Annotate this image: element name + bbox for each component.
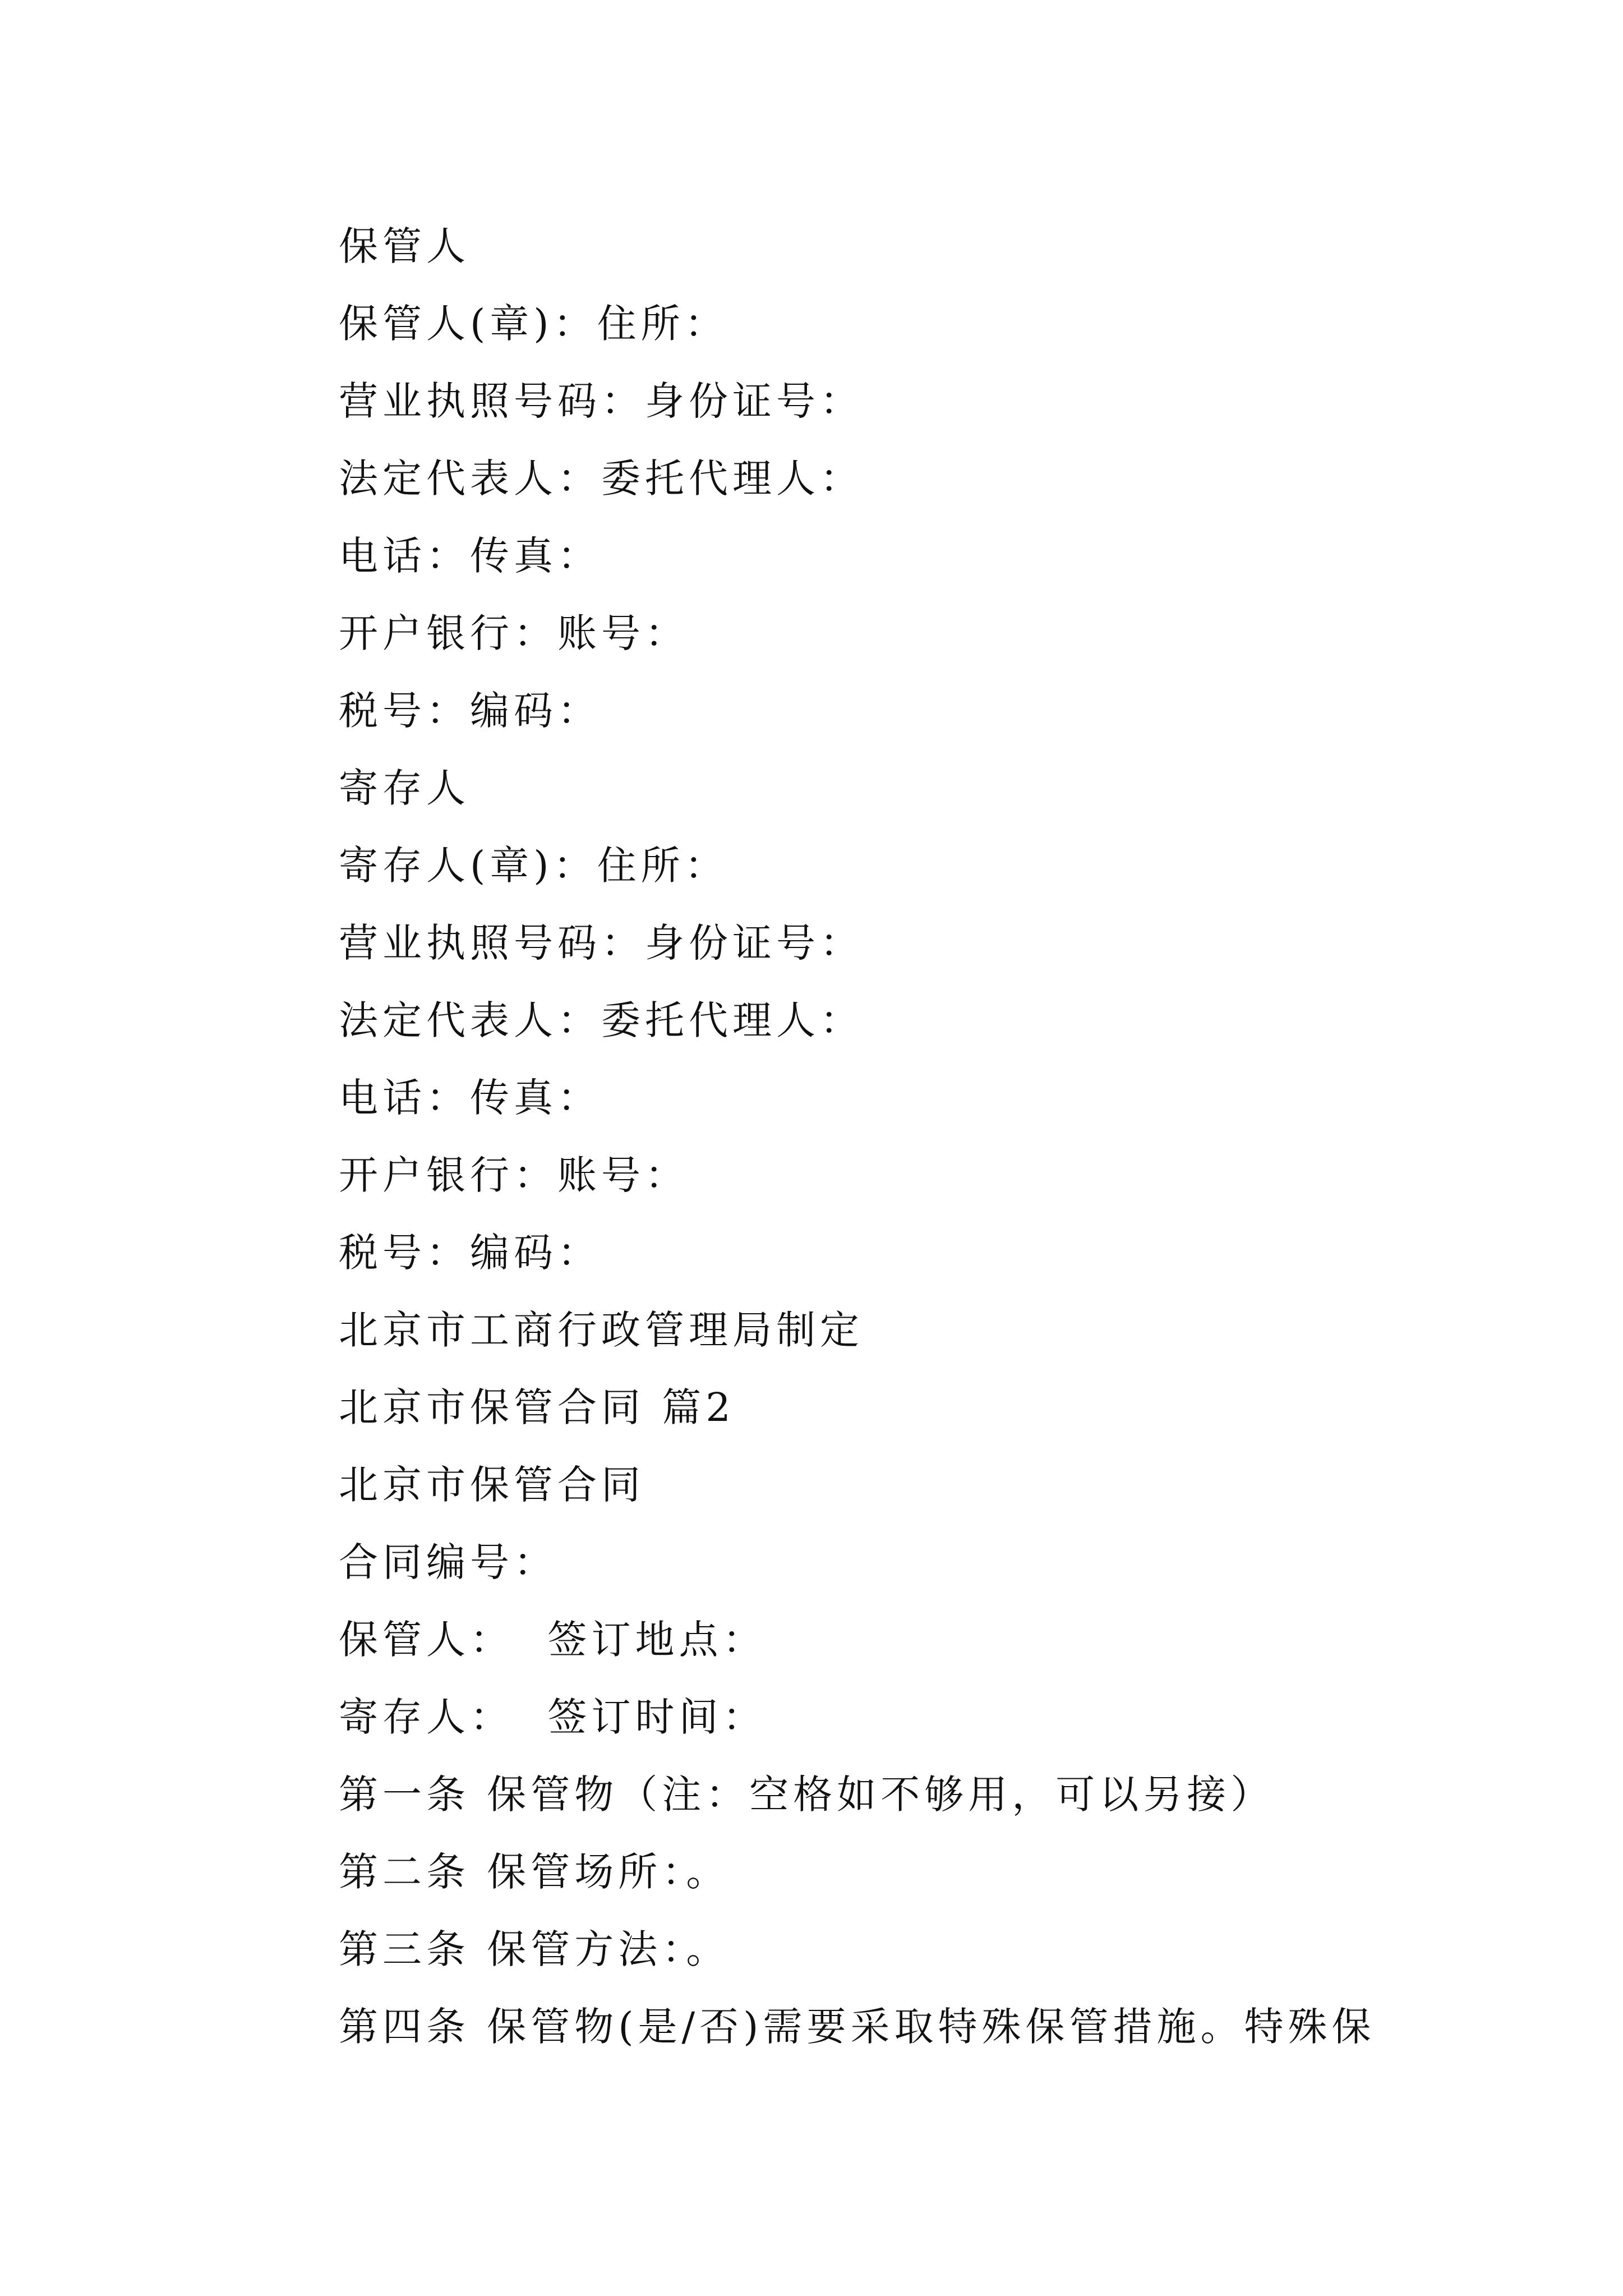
custodian-signing-place: 保管人： 签订地点：: [339, 1617, 767, 1663]
article-1: 第一条 保管物（注：空格如不够用，可以另接）: [339, 1772, 1275, 1818]
depositor-representative-agent: 法定代表人：委托代理人：: [339, 997, 864, 1043]
custodian-license-id: 营业执照号码：身份证号：: [339, 378, 864, 424]
depositor-phone-fax: 电话：传真：: [339, 1075, 601, 1121]
article-2: 第二条 保管场所：。: [339, 1849, 730, 1895]
issuer-line: 北京市工商行政管理局制定: [339, 1307, 864, 1353]
article-4: 第四条 保管物(是/否)需要采取特殊保管措施。特殊保: [339, 2004, 1376, 2050]
custodian-seal-address: 保管人(章)：住所：: [339, 301, 728, 347]
depositor-license-id: 营业执照号码：身份证号：: [339, 920, 864, 966]
custodian-phone-fax: 电话：传真：: [339, 533, 601, 579]
depositor-signing-time: 寄存人： 签订时间：: [339, 1694, 767, 1740]
depositor-seal-address: 寄存人(章)：住所：: [339, 843, 728, 889]
depositor-bank-account: 开户银行：账号：: [339, 1152, 689, 1198]
depositor-heading: 寄存人: [339, 765, 470, 811]
custodian-representative-agent: 法定代表人：委托代理人：: [339, 455, 864, 501]
custodian-heading: 保管人: [339, 223, 470, 269]
custodian-bank-account: 开户银行：账号：: [339, 610, 689, 656]
article-3: 第三条 保管方法：。: [339, 1926, 730, 1972]
contract-title: 北京市保管合同: [339, 1462, 645, 1508]
document-body: [339, 208, 1516, 2065]
contract-number: 合同编号：: [339, 1539, 557, 1585]
section-title: 北京市保管合同 篇2: [339, 1384, 735, 1430]
depositor-tax-code: 税号：编码：: [339, 1230, 601, 1276]
custodian-tax-code: 税号：编码：: [339, 688, 601, 734]
